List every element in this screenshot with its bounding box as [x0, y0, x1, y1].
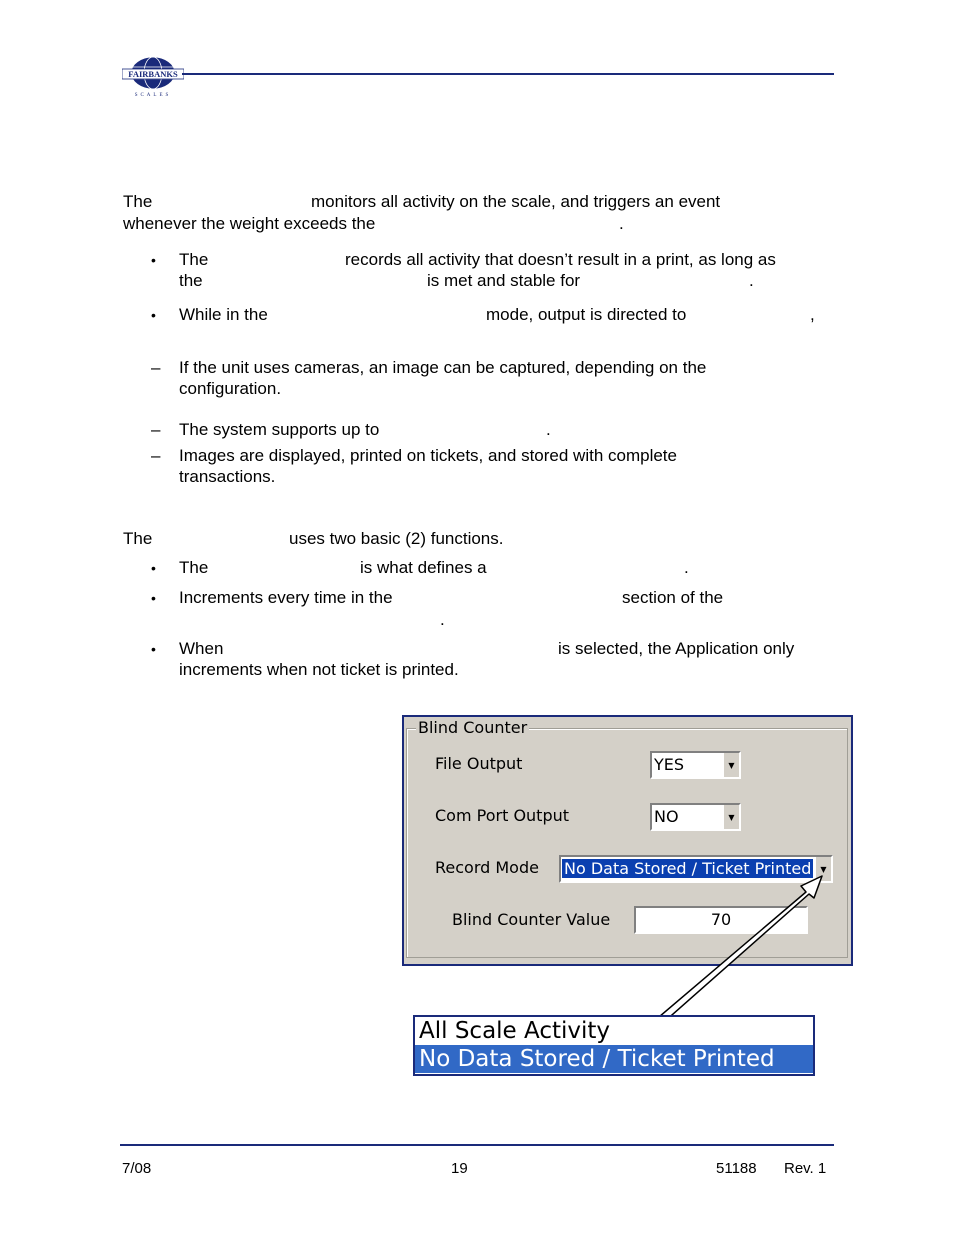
dash-marker: –	[151, 358, 161, 377]
com-port-output-select[interactable]	[650, 803, 741, 831]
dropdown-option-selected[interactable]: No Data Stored / Ticket Printed	[415, 1045, 813, 1073]
header-rule	[182, 73, 834, 75]
chevron-down-icon[interactable]: ▼	[723, 805, 739, 829]
logo-text: FAIRBANKS	[128, 69, 178, 79]
footer-date: 7/08	[122, 1160, 152, 1177]
callout-arrow	[640, 862, 840, 1022]
text-fragment: When	[179, 639, 224, 658]
text-fragment: The	[179, 558, 209, 577]
text-fragment: The system supports up to	[179, 420, 380, 439]
bullet-marker: •	[151, 641, 156, 657]
text-fragment: .	[619, 214, 624, 233]
text-fragment: mode, output is directed to	[486, 305, 687, 324]
record-mode-value: No Data Stored / Ticket Printed	[564, 859, 812, 878]
blind-counter-value-label: Blind Counter Value	[452, 910, 611, 929]
text-fragment: The	[179, 250, 209, 269]
text-fragment: While in the	[179, 305, 268, 324]
chevron-down-icon[interactable]: ▼	[815, 857, 831, 881]
bullet-marker: •	[151, 590, 156, 606]
text-fragment: transactions.	[179, 467, 276, 486]
text-fragment: .	[684, 558, 689, 577]
chevron-down-icon[interactable]: ▼	[723, 753, 739, 777]
text-fragment: The	[123, 529, 153, 548]
text-fragment: .	[546, 420, 551, 439]
text-fragment: is selected, the Application only	[558, 639, 795, 658]
file-output-select[interactable]	[650, 751, 741, 779]
text-fragment: records all activity that doesn’t result in a print, as long as	[345, 250, 776, 269]
text-fragment: increments when not ticket is printed.	[179, 660, 459, 679]
footer-revision: Rev. 1	[784, 1160, 827, 1177]
text-fragment: Images are displayed, printed on tickets, and stored with complete	[179, 446, 677, 465]
com-port-output-value: NO	[654, 807, 679, 826]
dropdown-option[interactable]: All Scale Activity	[419, 1018, 611, 1044]
text-fragment: If the unit uses cameras, an image can be captured, depending on the	[179, 358, 707, 377]
group-title: Blind Counter	[418, 718, 528, 737]
text-fragment: monitors all activity on the scale, and triggers an event	[311, 192, 721, 211]
bullet-marker: •	[151, 307, 156, 323]
footer-page-number: 19	[451, 1160, 468, 1177]
text-fragment: whenever the weight exceeds the	[123, 214, 376, 233]
text-fragment: The	[123, 192, 153, 211]
text-fragment: the	[179, 271, 203, 290]
text-fragment: uses two basic (2) functions.	[289, 529, 504, 548]
dash-marker: –	[151, 420, 161, 439]
text-fragment: .	[749, 271, 754, 290]
text-fragment: ,	[810, 305, 815, 324]
text-fragment: .	[440, 610, 445, 629]
footer-rule	[120, 1144, 834, 1146]
text-fragment: Increments every time in the	[179, 588, 393, 607]
footer-doc-number: 51188	[716, 1160, 757, 1177]
text-fragment: is what defines a	[360, 558, 487, 577]
blind-counter-value-field[interactable]: 70	[634, 906, 808, 934]
text-fragment: is met and stable for	[427, 271, 581, 290]
bullet-marker: •	[151, 252, 156, 268]
text-fragment: configuration.	[179, 379, 282, 398]
file-output-value: YES	[654, 755, 685, 774]
bullet-marker: •	[151, 560, 156, 576]
record-mode-label: Record Mode	[435, 858, 539, 877]
dash-marker: –	[151, 446, 161, 465]
logo-subtext: SCALES	[134, 93, 172, 98]
company-logo	[122, 55, 184, 99]
file-output-label: File Output	[435, 754, 523, 773]
record-mode-dropdown-list	[413, 1015, 815, 1076]
text-fragment: section of the	[622, 588, 724, 607]
com-port-output-label: Com Port Output	[435, 806, 570, 825]
